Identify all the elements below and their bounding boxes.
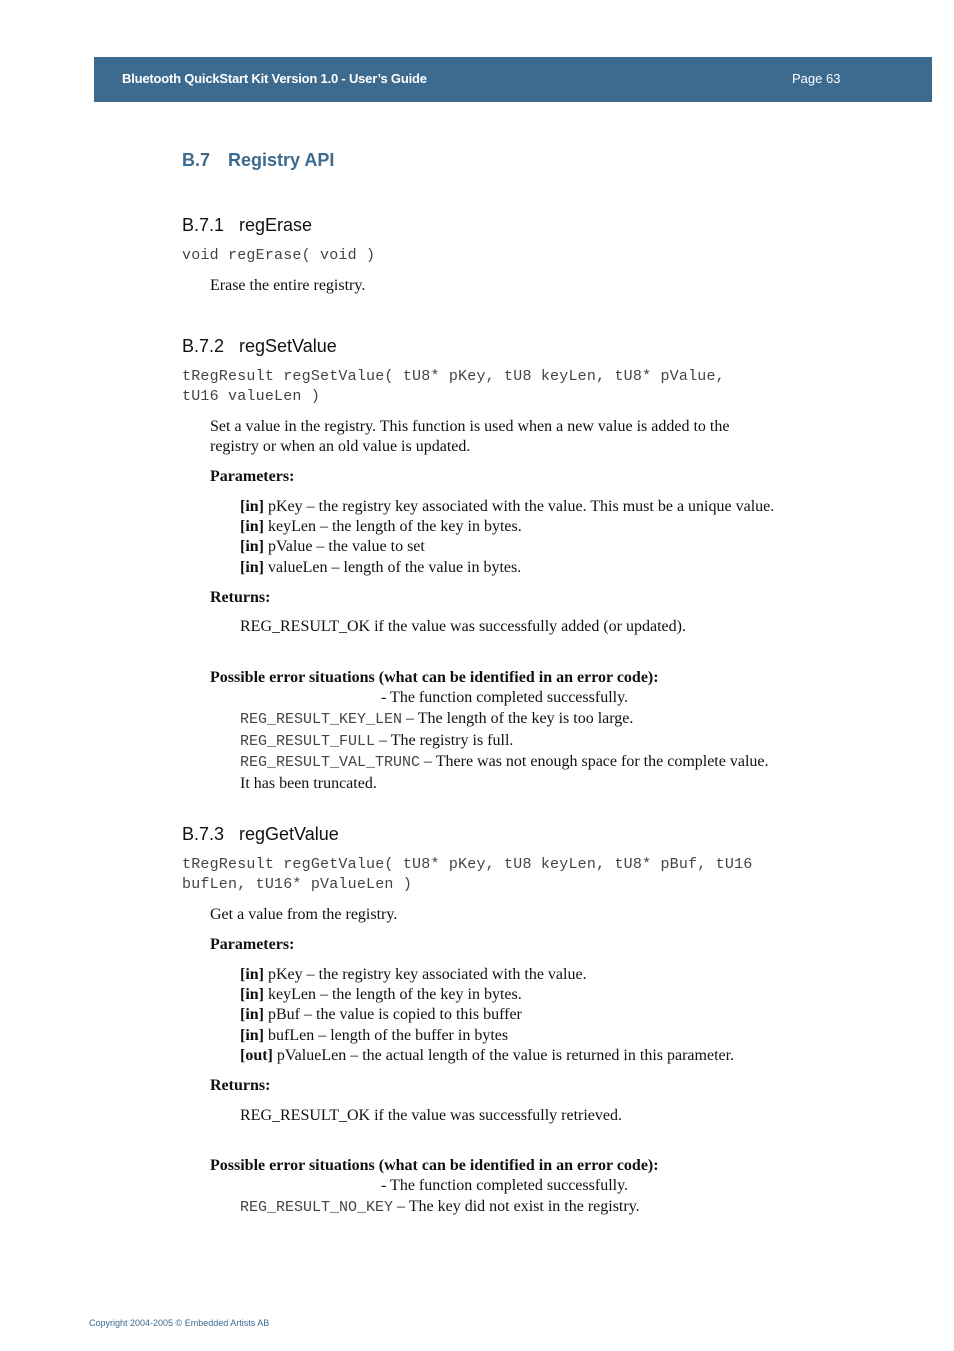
parameter-item: [in] keyLen – the length of the key in bytes. — [240, 986, 522, 1003]
parameter-item: [out] pValueLen – the actual length of the value is returned in this parameter. — [240, 1047, 735, 1064]
subsection-heading — [182, 215, 312, 236]
subsection-number: B.7.2 — [182, 336, 225, 356]
document-title: Bluetooth QuickStart Kit Version 1.0 - User’s Guide — [122, 71, 427, 86]
error-item: REG_RESULT_KEY_LEN – The length of the key is too large. — [240, 710, 634, 728]
subsection-number: B.7.1 — [182, 215, 225, 235]
error-item: REG_RESULT_VAL_TRUNC – There was not enough space for the complete value. — [240, 753, 769, 771]
function-signature: tRegResult regSetValue( tU8* pKey, tU8 keyLen, tU8* pValue, — [182, 368, 725, 385]
function-description-cont: registry or when an old value is updated. — [210, 438, 471, 455]
error-item: - The function completed successfully. — [381, 689, 629, 706]
returns-label: Returns: — [210, 589, 271, 606]
section-heading — [182, 150, 334, 171]
function-description: Erase the entire registry. — [210, 277, 366, 294]
errors-label: Possible error situations (what can be identified in an error code): — [210, 669, 659, 686]
page-header — [94, 57, 932, 102]
section-number: B.7 — [182, 150, 211, 170]
function-signature-cont: bufLen, tU16* pValueLen ) — [182, 876, 413, 893]
parameter-item: [in] bufLen – length of the buffer in bytes — [240, 1027, 509, 1044]
error-item: - The function completed successfully. — [381, 1177, 629, 1194]
error-item-cont: It has been truncated. — [240, 775, 377, 792]
parameter-item: [in] pKey – the registry key associated with the value. This must be a unique value. — [240, 498, 775, 515]
function-signature: void regErase( void ) — [182, 247, 376, 264]
parameter-item: [in] keyLen – the length of the key in bytes. — [240, 518, 522, 535]
subsection-heading — [182, 824, 339, 845]
function-description: Set a value in the registry. This function is used when a new value is added to the — [210, 418, 730, 435]
parameters-label: Parameters: — [210, 468, 295, 485]
returns-label: Returns: — [210, 1077, 271, 1094]
subsection-number: B.7.3 — [182, 824, 225, 844]
error-item: REG_RESULT_NO_KEY – The key did not exist in the registry. — [240, 1198, 640, 1216]
parameter-item: [in] pKey – the registry key associated with the value. — [240, 966, 587, 983]
function-signature-cont: tU16 valueLen ) — [182, 388, 321, 405]
subsection-title: regSetValue — [239, 336, 337, 356]
parameter-item: [in] pValue – the value to set — [240, 538, 425, 555]
subsection-heading — [182, 336, 337, 357]
error-item: REG_RESULT_FULL – The registry is full. — [240, 732, 514, 750]
errors-label: Possible error situations (what can be identified in an error code): — [210, 1157, 659, 1174]
returns-value: REG_RESULT_OK if the value was successfully added (or updated). — [240, 618, 686, 635]
copyright-footer: Copyright 2004-2005 © Embedded Artists AB — [89, 1318, 270, 1328]
function-description: Get a value from the registry. — [210, 906, 398, 923]
parameters-label: Parameters: — [210, 936, 295, 953]
function-signature: tRegResult regGetValue( tU8* pKey, tU8 keyLen, tU8* pBuf, tU16 — [182, 856, 753, 873]
parameter-item: [in] pBuf – the value is copied to this buffer — [240, 1006, 522, 1023]
subsection-title: regGetValue — [239, 824, 339, 844]
section-title: Registry API — [228, 150, 335, 170]
subsection-title: regErase — [239, 215, 313, 235]
returns-value: REG_RESULT_OK if the value was successfully retrieved. — [240, 1107, 622, 1124]
parameter-item: [in] valueLen – length of the value in bytes. — [240, 559, 522, 576]
page-number: Page 63 — [792, 71, 841, 86]
